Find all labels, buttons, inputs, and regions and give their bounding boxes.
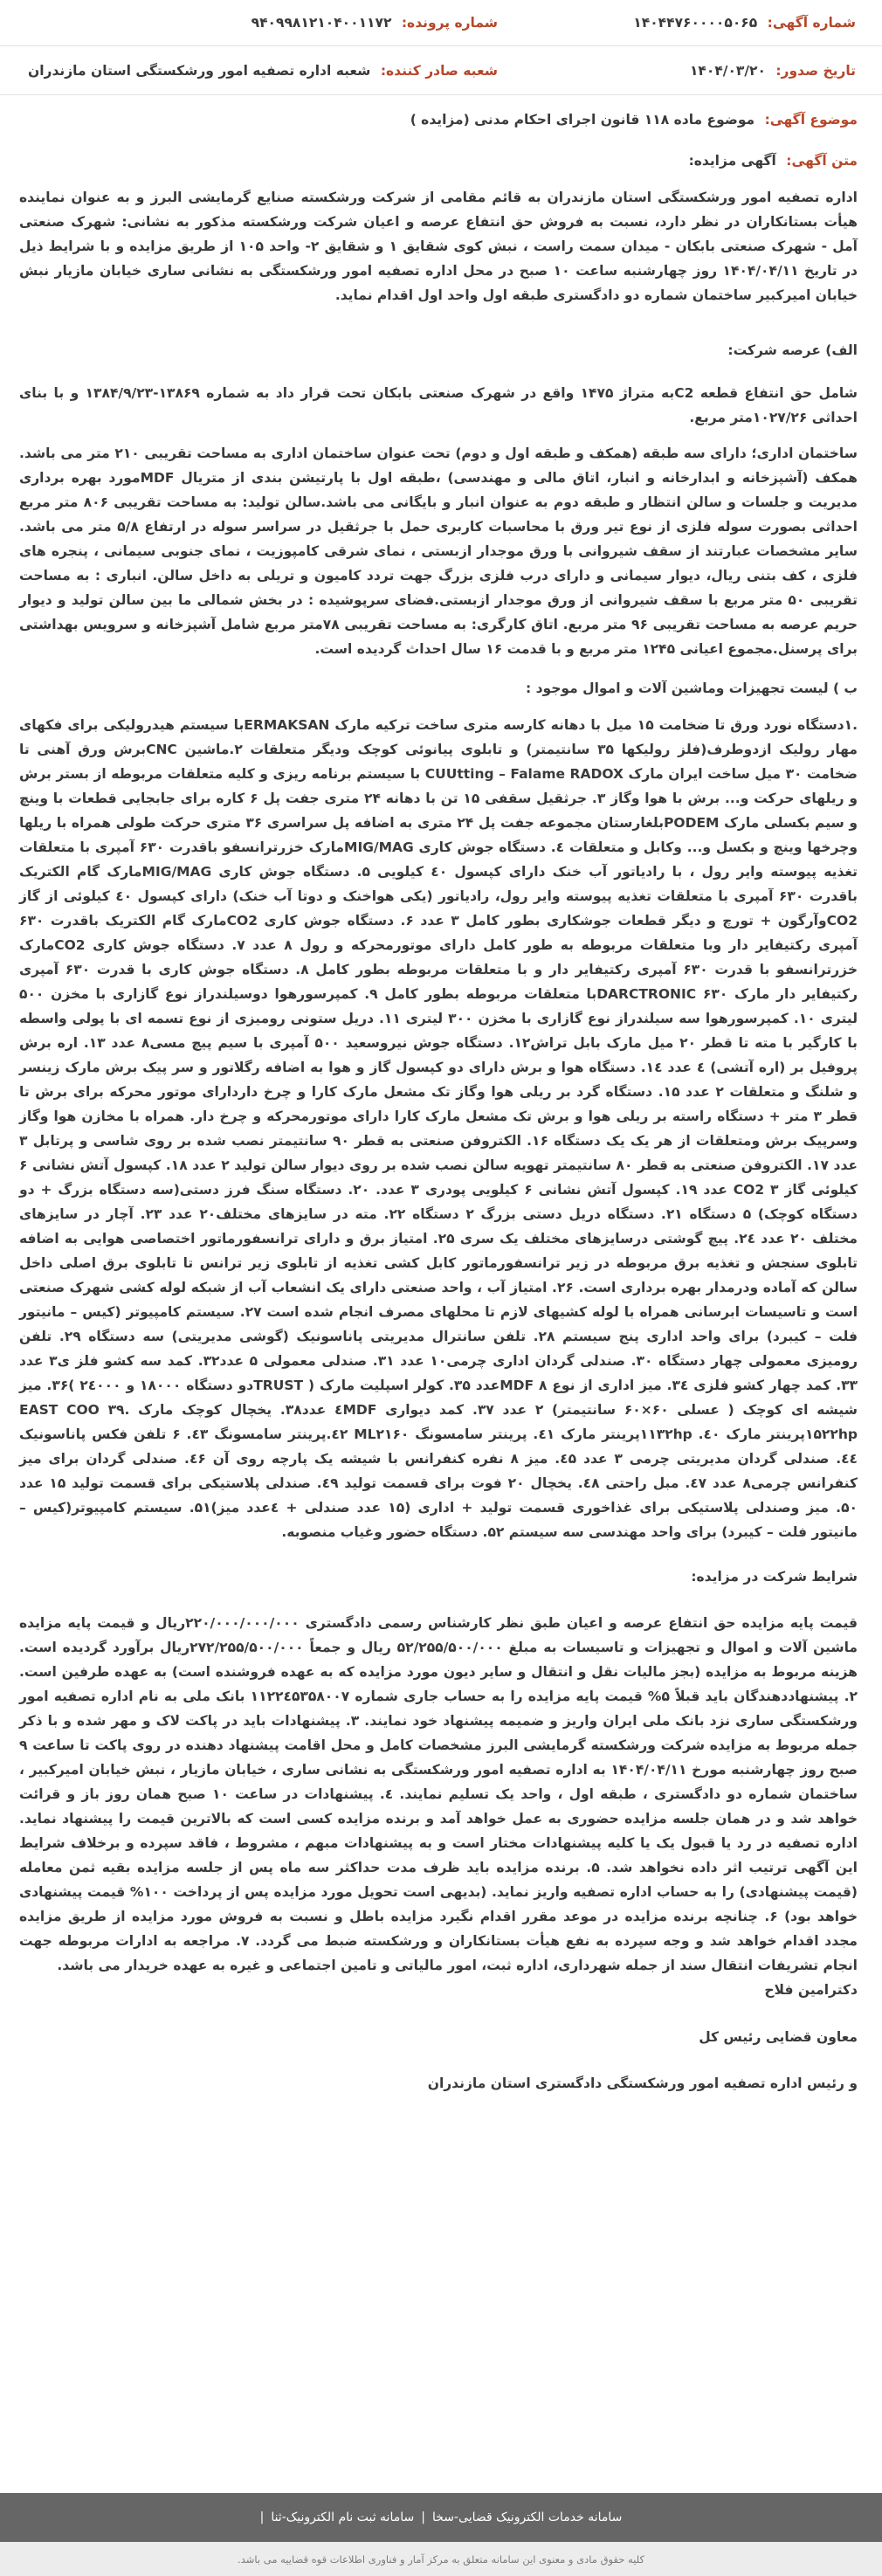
notice-number-field (498, 10, 856, 35)
case-number-value: ۹۴۰۹۹۸۱۲۱۰۴۰۰۱۱۷۲ (251, 15, 392, 31)
footer-copyright: کلیه حقوق مادی و معنوی این سامانه متعلق به مرکز آمار و فناوری اطلاعات قوه قضاییه می باشد. (238, 2552, 644, 2566)
case-number-label: شماره پرونده: (401, 15, 498, 31)
site-footer (0, 2493, 882, 2576)
notice-subject (19, 107, 858, 132)
signer-title-line-1: معاون قضایی رئیس کل (699, 2029, 858, 2045)
conditions-title: شرایط شرکت در مزایده: (691, 1569, 858, 1585)
notice-number-label: شماره آگهی: (767, 15, 856, 31)
notice-body-header (19, 148, 858, 173)
section-a-title: الف) عرصه شرکت: (727, 342, 858, 358)
section-b-title: ب ) لیست تجهیزات وماشین آلات و اموال موجود : (525, 680, 858, 696)
case-number-field (17, 10, 498, 35)
notice-number-value: ۱۴۰۴۴۷۶۰۰۰۰۵۰۶۵ (633, 15, 758, 31)
footer-copyright-bar (0, 2542, 882, 2576)
notice-content (0, 107, 882, 2096)
equipment-list-paragraph: .۱دستگاه نورد ورق تا ضخامت ۱۵ میل با دهانه کارسه متری ساخت ترکیه مارک ERMAKSANبا سیستم هیدرولیکی برای فکهای مهار رولیک ازدوطرف(فلز رولیکها ۳۵ سانتیمتر) و تابلوی پیانوئی کوچک ودیگر متعلقات ۲.ماشین CNCبرش ورق آهنی تا ضخامت ۳۰ میل ساخت ایران مارک CUUtting – Falame RADOX با سیستم برنامه ریزی و کلیه متعلقات مربوطه از بستر برش و ریلهای حرکت و... برش با هوا وگاز ۳. جرثقیل سقفی ۱۵ تن با دهانه ۲۴ متری جفت پل ۶ کاره برای جابجایی قطعات با وینچ و سیم بکسلی مارک PODEMبلغارستان مجموعه جفت پل ۲۴ متری به اضافه پل سراسری ۳۶ متری حرکت طولی همراه با ریلها وچرخها وینچ و بکسل و... وکابل و متعلقات ٤. دستگاه جوش کاری MIG/MAGمارک خزرترانسفو باقدرت ۶۳۰ آمپری با متعلقات تغذیه پیوسته وایر رول ، با رادیاتور آب خنک دارای کپسول ٤۰ کیلویی ۵. دستگاه جوش کاری MIG/MAGمارک گام الکتریک باقدرت ۶۳۰ آمپری با متعلقات تغذیه پیوسته وایر رول، رادیاتور (یکی هواخنک و دوتا آب خنک) دارای کپسول ٤۰ کیلوئی از گاز CO2وآرگون + تورچ و دیگر قطعات جوشکاری بطور کامل ۳ عدد ۶. دستگاه جوش کاری CO2مارک گام الکتریک باقدرت ۶۳۰ آمپری رکتیفایر دار وبا متعلقات مربوطه به طور کامل دارای موتورمحرکه و رول ۸ عدد ۷. دستگاه جوش کاری CO2مارک خزرترانسفو با قدرت ۶۳۰ آمپری رکتیفایر دار و با متعلقات مربوطه بطور کامل ۸. دستگاه جوش کاری با قدرت ۶۳۰ آمپری رکتیفایر دار مارک DARCTRONIC ۶۳۰با متعلقات مربوطه بطور کامل ۹. کمپرسورهوا دوسیلندراز نوع گازاری با مخزن ۵۰۰ لیتری ۱۰. کمپرسورهوا سه سیلندراز نوع گازاری با مخزن ۳۰۰ لیتری ۱۱. دریل ستونی رومیزی از نوع تسمه ای با پولی واسطه با کارگیر با مته تا قطر ۲۰ میل مارک بابل تراش۱۲. دستگاه جوش نیروسعید ۵۰۰ آمپری با سیم پیچ مسی۸ عدد ۱۳. اره برش پروفیل بر (اره آتشی) ٤ عدد ۱٤. دستگاه هوا و برش دارای دو کپسول گاز و هوا به اضافه رگلاتور و سر پیک برش مارک زینسر و شلنگ و متعلقات ۲ عدد ۱۵. دستگاه گرد بر ریلی هوا وگاز تک مشعل مارک کارا و چرخ داردارای موتور محرکه برای برش تا قطر ۳ متر + دستگاه راسته بر ریلی هوا و برش تک مشعل مارک کارا دارای موتورمحرکه و چرخ دار. همراه با مخازن هوا وگاز وسرپیک برش ومتعلقات از هر یک یک دستگاه ۱۶. الکتروفن صنعتی به قطر ۹۰ سانتیمتر نصب شده بر روی شاسی و پرتابل ۳ عدد ۱۷. الکتروفن صنعتی به قطر ۸۰ سانتیمتر تهویه سالن نصب شده بر روی دیوار سالن تولید ۲ عدد ۱۸. کپسول آتش نشانی ۶ کیلوئی گاز CO2 ۳ عدد ۱۹. کپسول آتش نشانی ۶ کیلویی پودری ۳ عدد. ۲۰. دستگاه سنگ فرز دستی(سه دستگاه بزرگ + دو دستگاه کوچک) ۵ دستگاه ۲۱. دستگاه دریل دستی بزرگ ۲ دستگاه ۲۲. مته در سایزهای مختلف۲۰ عدد ۲۳. آچار در سایزهای مختلف ۲۰ عدد ۲٤. پیچ گوشتی درسایزهای مختلف یک سری ۲۵. امتیاز برق و دارای ترانسفورماتور اختصاصی هوایی به اضافه تابلوی سنجش و تغذیه برق مربوطه در زیر ترانسفورماتور کابل کشی تغذیه از تابلوی زیر ترانس تا تابلوی برق اصلی داخل سالن که آماده ودرمدار بهره برداری است. ۲۶. امتیاز آب ، واحد صنعتی دارای یک انشعاب آب از شبکه لوله کشی شهرک صنعتی است و تاسیسات ابرسانی همراه با لوله کشیهای لازم تا محلهای مصرف انجام شده است ۲۷. سیستم کامپیوتر (کیس – مانیتور فلت – کیبرد) برای واحد اداری پنج سیستم ۲۸. تلفن سانترال مدیریتی پاناسونیک (گوشی مدیریتی) سه دستگاه ۲۹. تلفن رومیزی معمولی چهار دستگاه ۳۰. صندلی گردان اداری چرمی۱۰ عدد ۳۱. صندلی معمولی ۵ عدد۳۲. کمد سه کشو فلز ی۳ عدد ۳۳. کمد چهار کشو فلزی ۳٤. میز اداری از نوع MDF ۸عدد ۳۵. کولر اسپلیت مارک ( TRUSTدو دستگاه ۱۸۰۰۰ و ۲٤۰۰۰ )۳۶. میز شیشه ای کوچک ( عسلی ۶۰×۶۰ سانتیمتر) ۲ عدد ۳۷. کمد دیواری ٤MDF عدد۳۸. یخچال کوچک مارک EAST COO ۳۹. ۱۵۲۲hpپرینتر مارک ٤۰. ۱۱۳۲hpپرینتر مارک ٤۱. پرینتر سامسونگ ML۲۱۶۰ ٤۲.پرینتر سامسونگ ٤۳. ۶ تلفن فکس پاناسونیک ٤٤. صندلی گردان مدیریتی چرمی ۳ عدد ٤۵. میز ۸ نفره کنفرانس با شیشه یک پارچه روی آن ٤۶. صندلی گردان برای میز کنفرانس چرمی۸ عدد ٤۷. مبل راحتی ٤۸. یخچال ۲۰ فوت برای قسمت تولید ٤۹. صندلی پلاستیکی برای قسمت تولید ۱۵ عدد ۵۰. میز وصندلی پلاستیکی برای غذاخوری قسمت تولید + اداری (۱۵ عدد صندلی + ٤عدد میز)۵۱. سیستم کامپیوتر(کیس – مانیتور فلت – کیبرد) برای واحد مهندسی سه سیستم ۵۲. دستگاه حضور وغیاب منصوبه. (19, 717, 858, 1540)
subject-label: موضوع آگهی: (764, 112, 858, 128)
buildings-paragraph: ساختمان اداری؛ دارای سه طبقه (همکف و طبقه اول و دوم) تحت عنوان ساختمان اداری به مساحت تقریبی ۲۱۰ متر می باشد. همکف (آشپزخانه و ابدارخانه و انبار، اتاق مالی و مهندسی) ،طبقه اول با پارتیشن بندی از متریال MDFمورد بهره برداری مدیریت و جلسات و سالن انتظار و طبقه دوم به عنوان انبار و بایگانی می باشد.سالن تولید: به مساحت تقریبی ۸۰۶ متر مربع احداثی بصورت سوله فلزی از نوع تیر ورق با محاسبات کاربری حمل با جرثقیل در سراسر سوله در ارتفاع ۵/۸ متر می باشد. سایر مشخصات عبارتند از سقف شیروانی با ورق موجدار ازبستی ، نمای شرقی کامپوزیت ، نمای جنوبی سیمانی ، پنجره های فلزی ، کف بتنی ریال، دیوار سیمانی و دارای درب فلزی بزرگ جهت تردد کامیون و تریلی به داخل سالن. انباری : به مساحت تقریبی ۵۰ متر مربع با سقف شیروانی از ورق موجدار ازبستی.فضای سرپوشیده : در بخش شمالی ما بین سالن تولید و دیوار حریم عرصه به مساحت تقریبی ۹۶ متر مربع. اتاق کارگری: به مساحت تقریبی ۷۸متر مربع شامل آشپزخانه و سرویس بهداشتی برای پرسنل.مجموع اعیانی ۱۲۴۵ متر مربع و با قدمت ۱۶ سال احداث گردیده است. (19, 445, 858, 657)
footer-links-bar (0, 2493, 882, 2542)
issue-date-field (498, 59, 856, 83)
footer-separator: | (259, 2510, 265, 2524)
issuing-branch-label: شعبه صادر کننده: (380, 62, 498, 79)
header-row-numbers (0, 0, 882, 46)
signer-title-line-2: و رئیس اداره تصفیه امور ورشکستگی دادگستری استان مازندران (427, 2075, 858, 2091)
intro-paragraph: اداره تصفیه امور ورشکستگی استان مازندران به قائم مقامی از شرکت ورشکسته صنایع گرمایشی البرز و به عنوان نماینده هیأت بستانکاران در نظر دارد، نسبت به فروش حق انتفاع عرصه و اعیان شرکت ورشکسته مذکور به نشانی: شهرک صنعتی آمل - شهرک صنعتی بابکان - میدان سمت راست ، نبش کوی شقایق ۱ و شقایق ۲- واحد ۱۰۵ از طریق مزایده و با شرایط ذیل در تاریخ ۱۴۰۴/۰۴/۱۱ روز چهارشنبه ساعت ۱۰ صبح در محل اداره تصفیه امور ورشکستگی به نشانی ساری خیابان مازیار نبش خیابان امیرکبیر ساختمان شماره دو دادگستری طبقه اول واحد اول اقدام نماید. (19, 190, 858, 303)
conditions-paragraph: قیمت پایه مزایده حق انتفاع عرصه و اعیان طبق نظر کارشناس رسمی دادگستری ۲۲۰/۰۰۰/۰۰۰/۰۰۰ریال و قیمت پایه مزایده ماشین آلات و اموال و تجهیزات و تاسیسات به مبلغ ۵۲/۲۵۵/۵۰۰/۰۰۰ ریال و جمعاً ۲۷۲/۲۵۵/۵۰۰/۰۰۰ریال برآورد گردیده است. هزینه مربوط به مزایده (بجز مالیات نقل و انتقال و سایر دیون مورد مزایده که به عهده فروشنده است) به عهده طرفین است. ۲. پیشنهاددهندگان باید قبلاً ۵% قیمت پایه مزایده را به حساب جاری شماره ۱۱۲۲٤۵۳۵۸۰۰۷ بانک ملی به نام اداره تصفیه امور ورشکستگی ساری نزد بانک ملی ایران واریز و ضمیمه پیشنهاد خود نمایند. ۳. پیشنهادات باید در پاکت لاک و مهر شده و با ذکر جمله مربوط به مزایده شرکت ورشکسته گرمایشی البرز مشخصات کامل و محل اقامت پیشنهاد دهنده در روی پاکت تا ساعت ۹ صبح روز چهارشنبه مورخ ۱۴۰۴/۰۴/۱۱ به اداره تصفیه امور ورشکستگی به نشانی ساری ، خیابان مازیار ، نبش خیابان امیرکبیر ، ساختمان شماره دو دادگستری ، طبقه اول ، واحد یک تسلیم نمایند. ٤. پیشنهادات در ساعت ۱۰ صبح همان روز باز و قرائت خواهد شد و در همان جلسه مزایده حضوری به عمل خواهد آمد و برنده مزایده کسی است که بالاترین قیمت را پیشنهاد نماید. اداره تصفیه در رد یا قبول یک یا کلیه پیشنهادات مختار است و به پیشنهادات مبهم ، مشروط ، فاقد سپرده و برخلاف شرایط این آگهی ترتیب اثر داده نخواهد شد. ۵. برنده مزایده باید ظرف مدت حداکثر سه ماه پس از جلسه مزایده بقیه ثمن معامله (قیمت پیشنهادی) را به حساب اداره تصفیه واریز نماید. (بدیهی است تحویل مورد مزایده پس از پرداخت ۱۰۰% قیمت پیشنهادی خواهد بود) ۶. چنانچه برنده مزایده در موعد مقرر اقدام نگیرد مزایده باطل و نسبت به فروش مورد مزایده از طریق مزایده مجدد اقدام خواهد شد و وجه سپرده به نفع هیأت بستانکاران و ورشکسته ضبط می گردد. ۷. مراجعه به ادارات مربوطه جهت انجام تشریفات انتقال سند از جمله شهرداری، اداره ثبت، امور مالیاتی و تامین اجتماعی و غیره به عهده خریدار می باشد. (19, 1615, 858, 1973)
issuing-branch-field (17, 59, 498, 83)
header-row-issue (0, 46, 882, 95)
signer-name: دکترامین فلاح (764, 1982, 858, 1998)
issuing-branch-value: شعبه اداره تصفیه امور ورشکستگی استان مازندران (28, 62, 371, 79)
footer-link-sakha[interactable]: سامانه خدمات الکترونیک قضایی-سخا (431, 2510, 623, 2524)
body-title: آگهی مزایده: (688, 153, 776, 169)
issue-date-label: تاریخ صدور: (775, 62, 856, 79)
subject-value: موضوع ماده ۱۱۸ قانون اجرای احکام مدنی (مزایده ) (410, 112, 755, 128)
issue-date-value: ۱۴۰۴/۰۳/۲۰ (689, 62, 766, 79)
section-a-paragraph: شامل حق انتفاع قطعه C2به متراژ ۱۴۷۵ واقع در شهرک صنعتی بابکان تحت قرار داد به شماره ۱۳۸۶۹-۱۳۸۴/۹/۲۳ و با بنای احداثی ۱۰۲۷/۲۶متر مربع. (19, 385, 858, 425)
footer-separator: | (421, 2510, 425, 2524)
body-label: متن آگهی: (786, 153, 858, 169)
footer-link-sana[interactable]: سامانه ثبت نام الکترونیک-ثنا (271, 2510, 415, 2524)
